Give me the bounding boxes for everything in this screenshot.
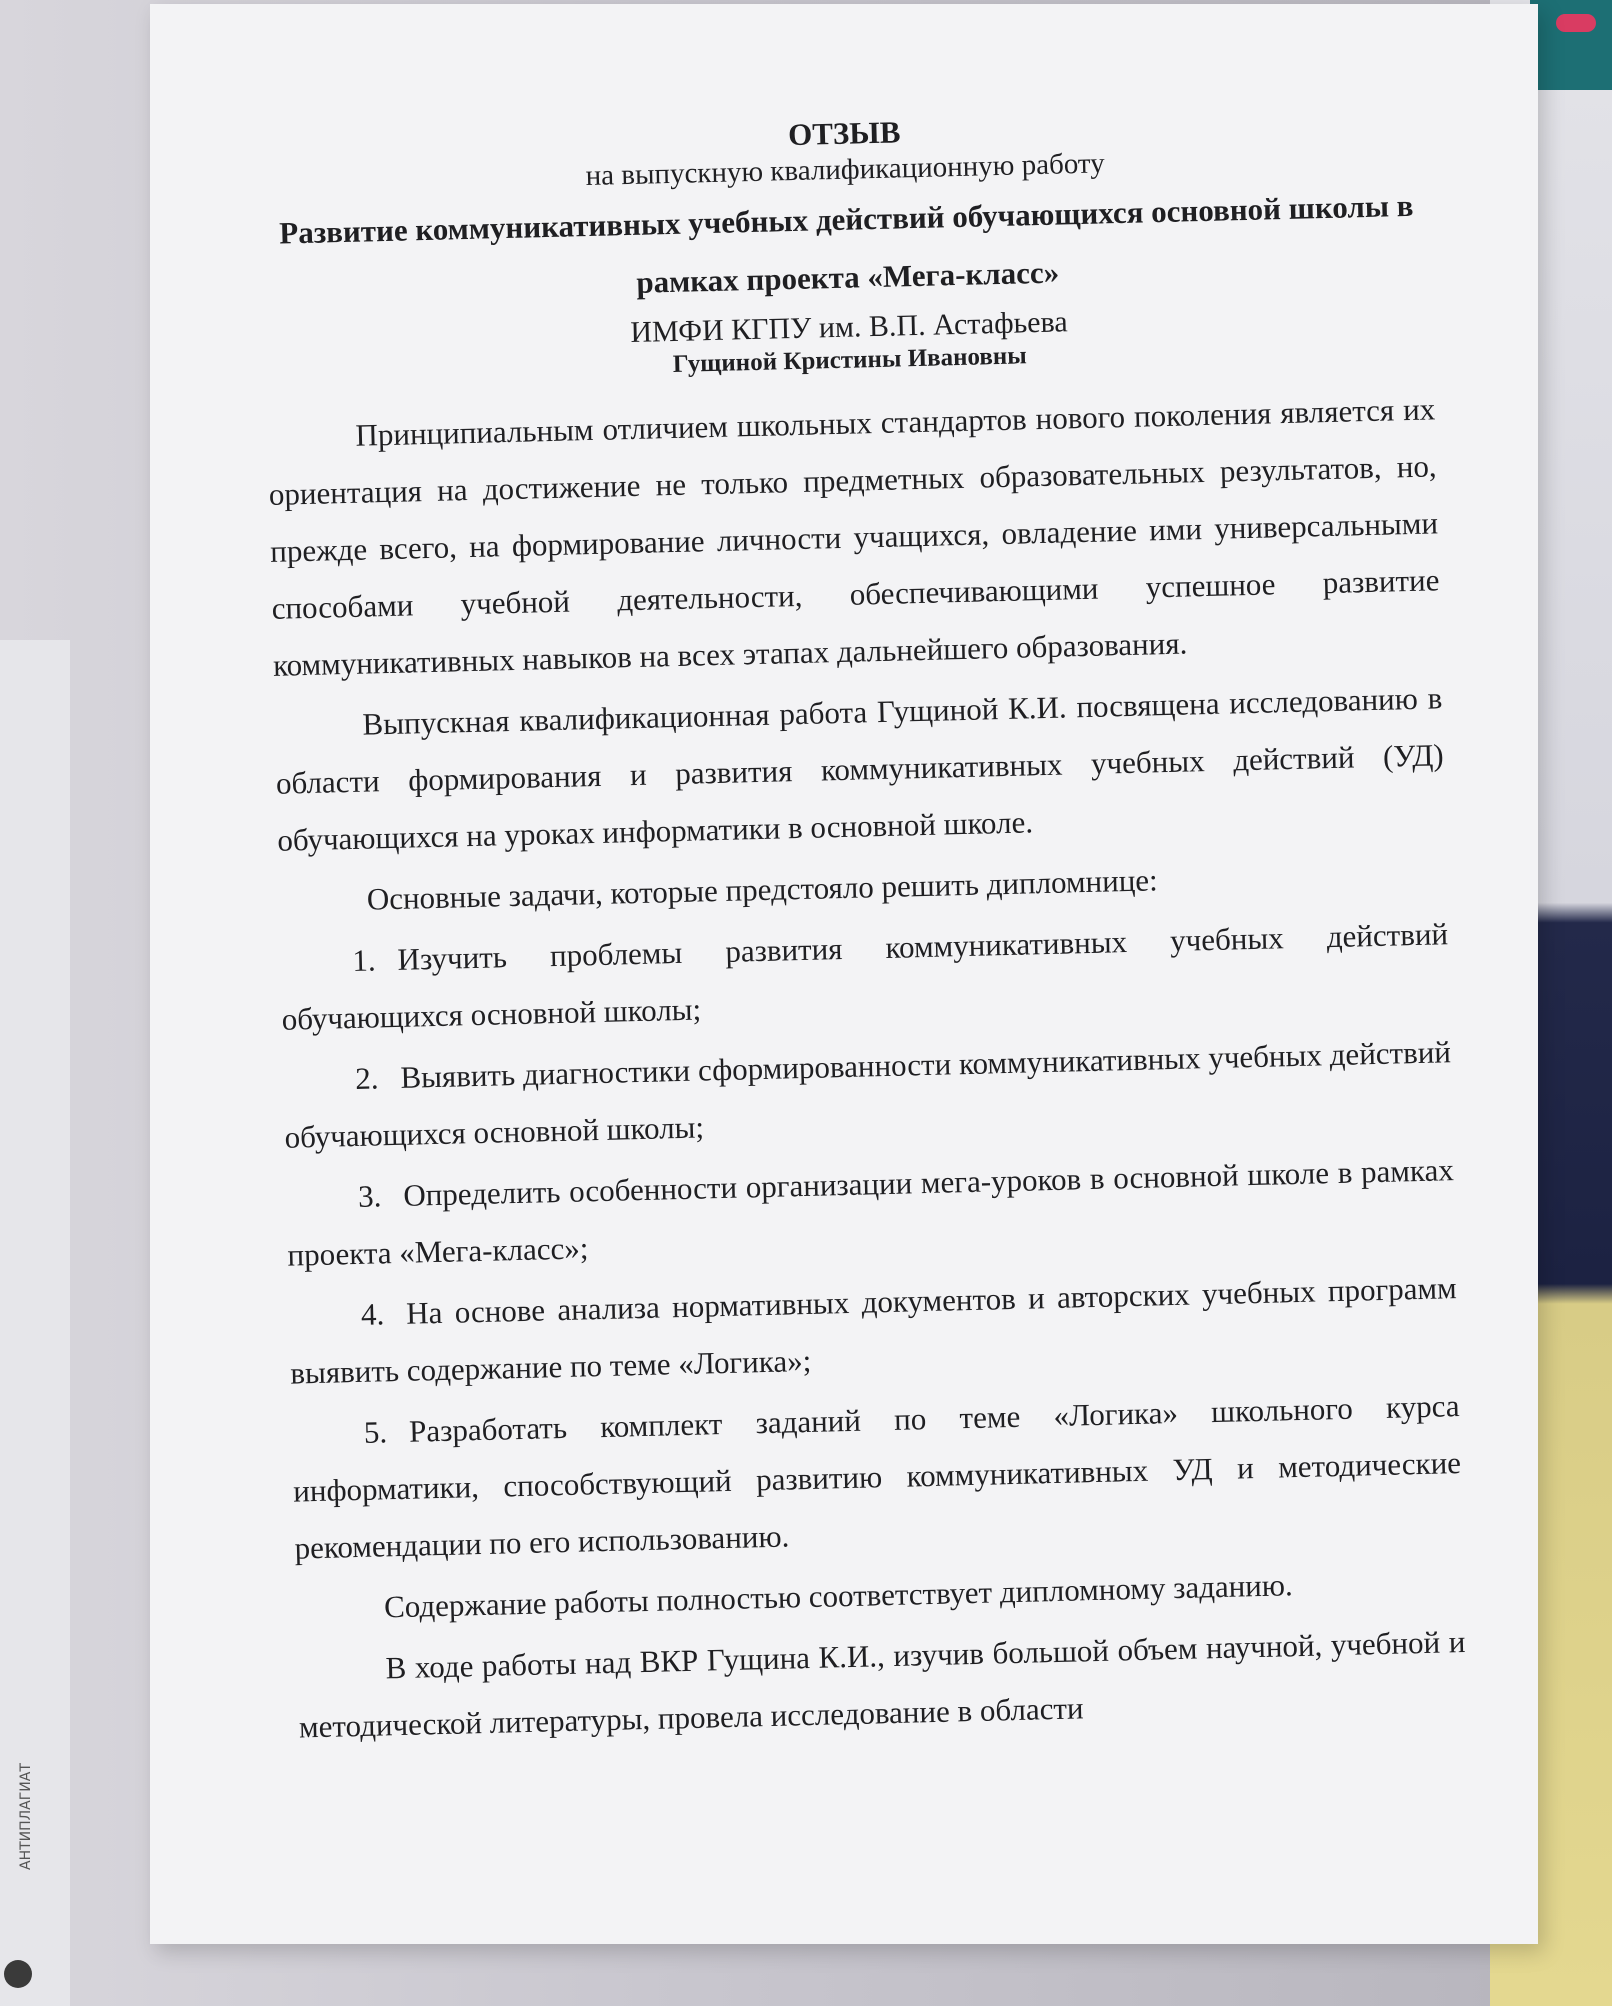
task-number: 5. [363, 1414, 388, 1450]
underlying-sheet [0, 640, 70, 2006]
review-content [260, 101, 1467, 1759]
task-text: Разработать комплект заданий по теме «Логика» школьного курса информатики, способствующий развитию коммуникативных УД и методические рекомендации по его использованию. [292, 1388, 1462, 1566]
task-text: Выявить диагностики сформированности коммуникативных учебных действий обучающихся основной школы; [284, 1034, 1452, 1155]
task-number: 3. [357, 1178, 382, 1214]
task-number: 2. [354, 1060, 379, 1096]
list-item [283, 1023, 1453, 1166]
task-number: 4. [360, 1296, 385, 1332]
folder-pattern [1556, 14, 1596, 32]
list-item [288, 1259, 1458, 1402]
document-subtitle: на выпускную квалификационную работу [585, 147, 1106, 193]
list-item [291, 1377, 1463, 1576]
task-number: 1. [351, 942, 376, 978]
tasks-list [280, 905, 1463, 1576]
review-sheet [150, 4, 1538, 1944]
paragraph-intro: Принципиальным отличием школьных стандартов нового поколения является их ориентация на достижение не только предметных образовательных результатов, но, прежде всего, на формирование личности учащихся, овладение ими универсальными способами учебной деятельности, обеспечивающими успешное развитие коммуникативных навыков на всех этапах дальнейшего образования. [268, 391, 1440, 683]
thesis-topic: Развитие коммуникативных учебных действий обучающихся основной школы в рамках проекта «Мега-класс» [278, 187, 1414, 300]
task-text: Определить особенности организации мега-уроков в основной школе в рамках проекта «Мега-класс»; [287, 1152, 1455, 1273]
task-text: Изучить проблемы развития коммуникативных учебных действий обучающихся основной школы; [281, 916, 1449, 1037]
paragraph-compliance: Содержание работы полностью соответствует дипломному заданию. [383, 1567, 1294, 1625]
document-title: ОТЗЫВ [787, 114, 901, 153]
paragraph-research: В ходе работы над ВКР Гущина К.И., изучив большой объем научной, учебной и методической литературы, провела исследование в области [298, 1624, 1466, 1745]
list-item [285, 1141, 1455, 1284]
task-text: На основе анализа нормативных документов и авторских учебных программ выявить содержание по теме «Логика»; [289, 1270, 1458, 1391]
antiplagiat-stamp: АНТИПЛАГИАТ [18, 1763, 34, 1870]
tasks-intro: Основные задачи, которые предстояло решить дипломнице: [366, 862, 1159, 917]
student-name: Гущиной Кристины Ивановны [672, 342, 1028, 378]
list-item [280, 905, 1450, 1048]
organization: ИМФИ КГПУ им. В.П. Астафьева [629, 305, 1069, 350]
antiplagiat-logo-icon [4, 1960, 32, 1988]
paragraph-work-summary: Выпускная квалификационная работа Гущиной К.И. посвящена исследованию в области формирования и развития коммуникативных учебных действий (УД) обучающихся на уроках информатики в основной школе. [275, 680, 1445, 858]
